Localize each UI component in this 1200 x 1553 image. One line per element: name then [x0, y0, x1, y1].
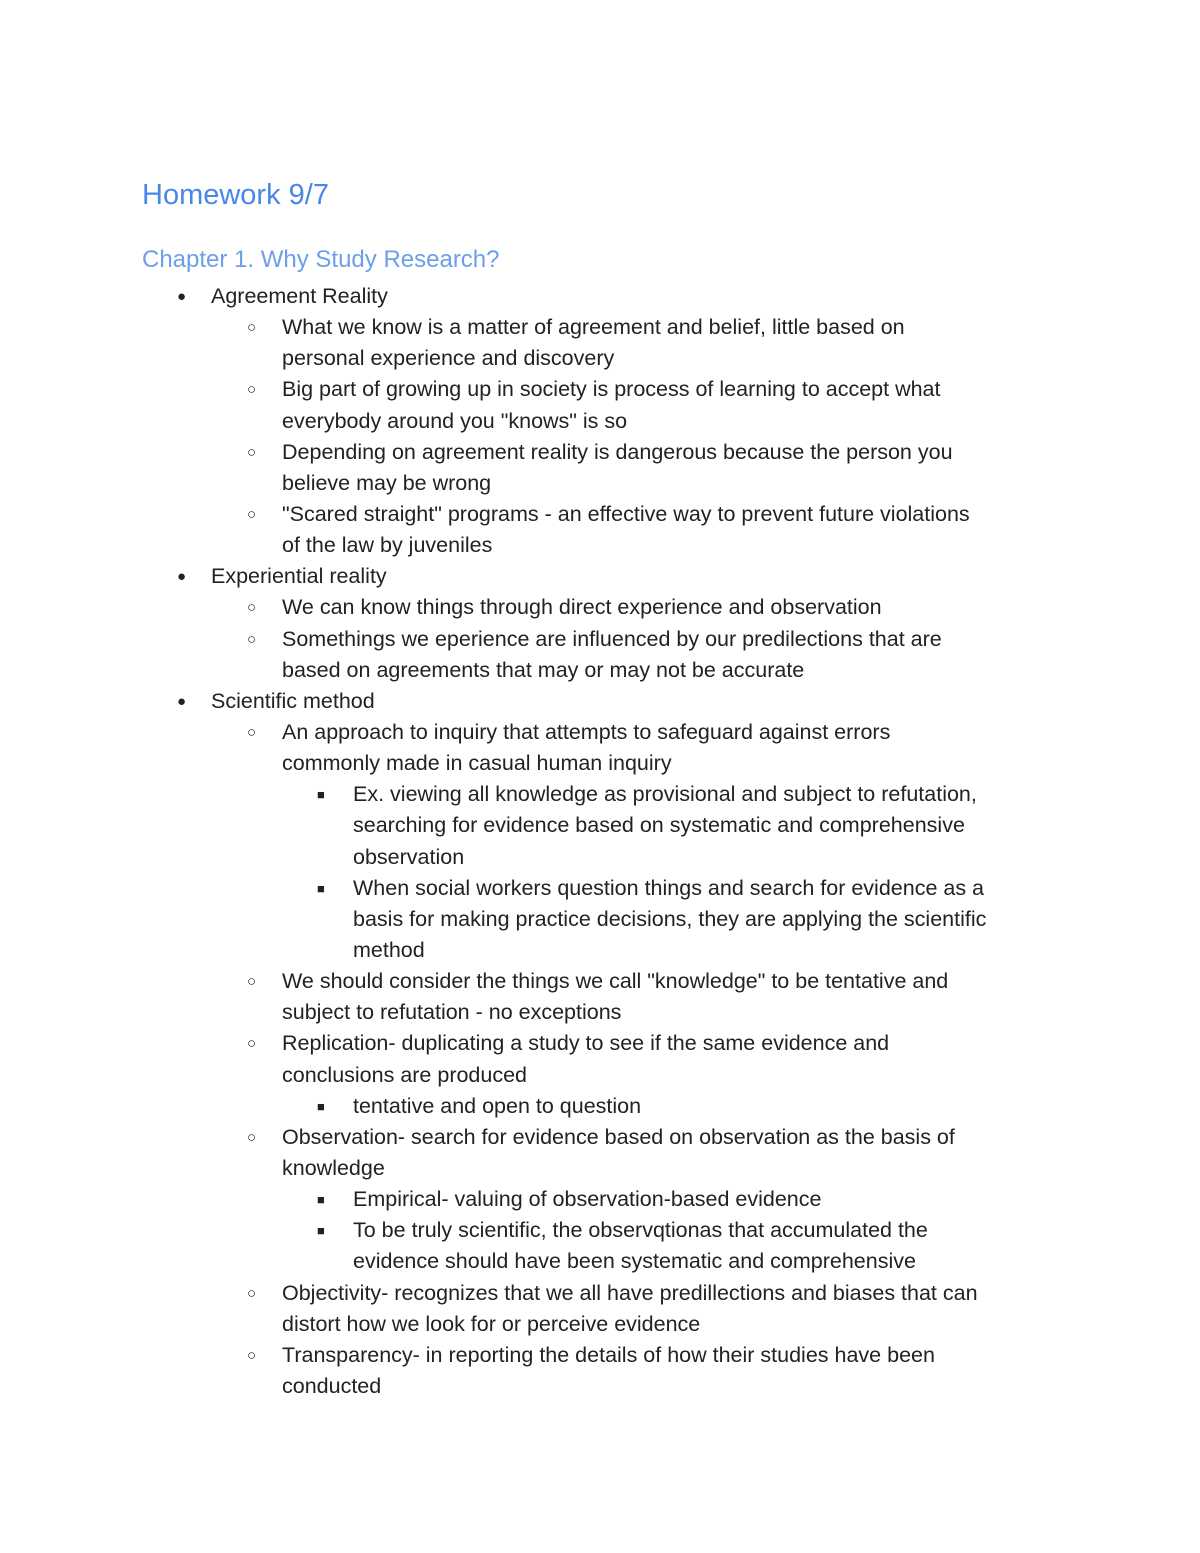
list-item — [0, 1184, 1200, 1215]
list-item-text: Somethings we eperience are influenced by our predilections that are — [282, 626, 942, 651]
list-item-text: Experiential reality — [211, 564, 387, 589]
list-item-continuation — [0, 468, 1200, 499]
square-bullet-icon: ■ — [317, 1098, 325, 1114]
list-item — [0, 374, 1200, 405]
list-item-text: To be truly scientific, the observqtionas that accumulated the — [353, 1218, 928, 1243]
list-item — [0, 779, 1200, 810]
list-item — [0, 873, 1200, 904]
list-item-continuation — [0, 530, 1200, 561]
list-item-text: commonly made in casual human inquiry — [282, 751, 672, 776]
list-item-text: personal experience and discovery — [282, 346, 615, 371]
list-item — [0, 437, 1200, 468]
list-item — [0, 1278, 1200, 1309]
list-item-text: searching for evidence based on systematic and comprehensive — [353, 813, 965, 838]
list-item-continuation — [0, 1153, 1200, 1184]
list-item — [0, 624, 1200, 655]
list-item — [0, 561, 1200, 592]
list-item — [0, 1091, 1200, 1122]
list-item-continuation — [0, 748, 1200, 779]
list-item-continuation — [0, 842, 1200, 873]
list-item-continuation — [0, 904, 1200, 935]
list-item-continuation — [0, 1060, 1200, 1091]
circle-bullet-icon: ○ — [247, 381, 257, 399]
disc-bullet-icon: ● — [177, 692, 187, 710]
list-item-continuation — [0, 406, 1200, 437]
list-item-text: based on agreements that may or may not be accurate — [282, 657, 805, 682]
circle-bullet-icon: ○ — [247, 723, 257, 741]
circle-bullet-icon: ○ — [247, 1346, 257, 1364]
document-title: Homework 9/7 — [142, 179, 329, 211]
circle-bullet-icon: ○ — [247, 599, 257, 617]
list-item-text: knowledge — [282, 1155, 385, 1180]
list-item-text: subject to refutation - no exceptions — [282, 1000, 622, 1025]
list-item — [0, 717, 1200, 748]
circle-bullet-icon: ○ — [247, 443, 257, 461]
square-bullet-icon: ■ — [317, 1192, 325, 1208]
list-item-text: We should consider the things we call "knowledge" to be tentative and — [282, 969, 949, 994]
list-item-text: tentative and open to question — [353, 1093, 642, 1118]
list-item-continuation — [0, 935, 1200, 966]
circle-bullet-icon: ○ — [247, 505, 257, 523]
list-item-text: Replication- duplicating a study to see if the same evidence and — [282, 1031, 890, 1056]
list-item-text: Empirical- valuing of observation-based evidence — [353, 1187, 822, 1212]
square-bullet-icon: ■ — [317, 880, 325, 896]
list-item-text: believe may be wrong — [282, 470, 492, 495]
list-item-text: Scientific method — [211, 688, 375, 713]
list-item-text: conducted — [282, 1373, 382, 1398]
notes-list — [0, 281, 1200, 1402]
circle-bullet-icon: ○ — [247, 1284, 257, 1302]
chapter-heading: Chapter 1. Why Study Research? — [142, 246, 500, 273]
list-item-continuation — [0, 655, 1200, 686]
list-item-text: everybody around you "knows" is so — [282, 408, 628, 433]
list-item-text: Big part of growing up in society is process of learning to accept what — [282, 377, 941, 402]
list-item — [0, 592, 1200, 623]
list-item-text: We can know things through direct experience and observation — [282, 595, 882, 620]
list-item — [0, 1215, 1200, 1246]
list-item-text: Agreement Reality — [211, 284, 388, 308]
list-item-text: Transparency- in reporting the details of how their studies have been — [282, 1342, 935, 1367]
list-item — [0, 312, 1200, 343]
list-item — [0, 499, 1200, 530]
circle-bullet-icon: ○ — [247, 630, 257, 648]
list-item-continuation — [0, 343, 1200, 374]
disc-bullet-icon: ● — [177, 288, 187, 305]
list-item-continuation — [0, 810, 1200, 841]
list-item — [0, 1340, 1200, 1371]
list-item-text: method — [353, 937, 425, 962]
list-item-text: distort how we look for or perceive evidence — [282, 1311, 701, 1336]
list-item-text: observation — [353, 844, 465, 869]
square-bullet-icon: ■ — [317, 787, 325, 803]
circle-bullet-icon: ○ — [247, 1035, 257, 1053]
list-item-continuation — [0, 1371, 1200, 1402]
list-item-continuation — [0, 1309, 1200, 1340]
list-item-text: Observation- search for evidence based on observation as the basis of — [282, 1124, 955, 1149]
list-item-text: evidence should have been systematic and comprehensive — [353, 1249, 916, 1274]
list-item — [0, 966, 1200, 997]
list-item — [0, 686, 1200, 717]
list-item-text: When social workers question things and search for evidence as a — [353, 875, 985, 900]
disc-bullet-icon: ● — [177, 568, 187, 586]
circle-bullet-icon: ○ — [247, 973, 257, 991]
list-item — [0, 281, 1200, 312]
list-item-text: "Scared straight" programs - an effective way to prevent future violations — [282, 501, 970, 526]
list-item-text: An approach to inquiry that attempts to safeguard against errors — [282, 719, 891, 744]
list-item-text: Ex. viewing all knowledge as provisional and subject to refutation, — [353, 782, 977, 807]
list-item-continuation — [0, 997, 1200, 1028]
list-item — [0, 1028, 1200, 1059]
list-item-text: What we know is a matter of agreement and belief, little based on — [282, 315, 905, 340]
circle-bullet-icon: ○ — [247, 319, 257, 337]
list-item-text: of the law by juveniles — [282, 533, 493, 558]
list-item-text: conclusions are produced — [282, 1062, 528, 1087]
list-item-text: Depending on agreement reality is dangerous because the person you — [282, 439, 953, 464]
list-item-text: Objectivity- recognizes that we all have predillections and biases that can — [282, 1280, 978, 1305]
list-item-continuation — [0, 1246, 1200, 1277]
list-item — [0, 1122, 1200, 1153]
square-bullet-icon: ■ — [317, 1223, 325, 1239]
list-item-text: basis for making practice decisions, they are applying the scientific — [353, 906, 987, 931]
circle-bullet-icon: ○ — [247, 1128, 257, 1146]
